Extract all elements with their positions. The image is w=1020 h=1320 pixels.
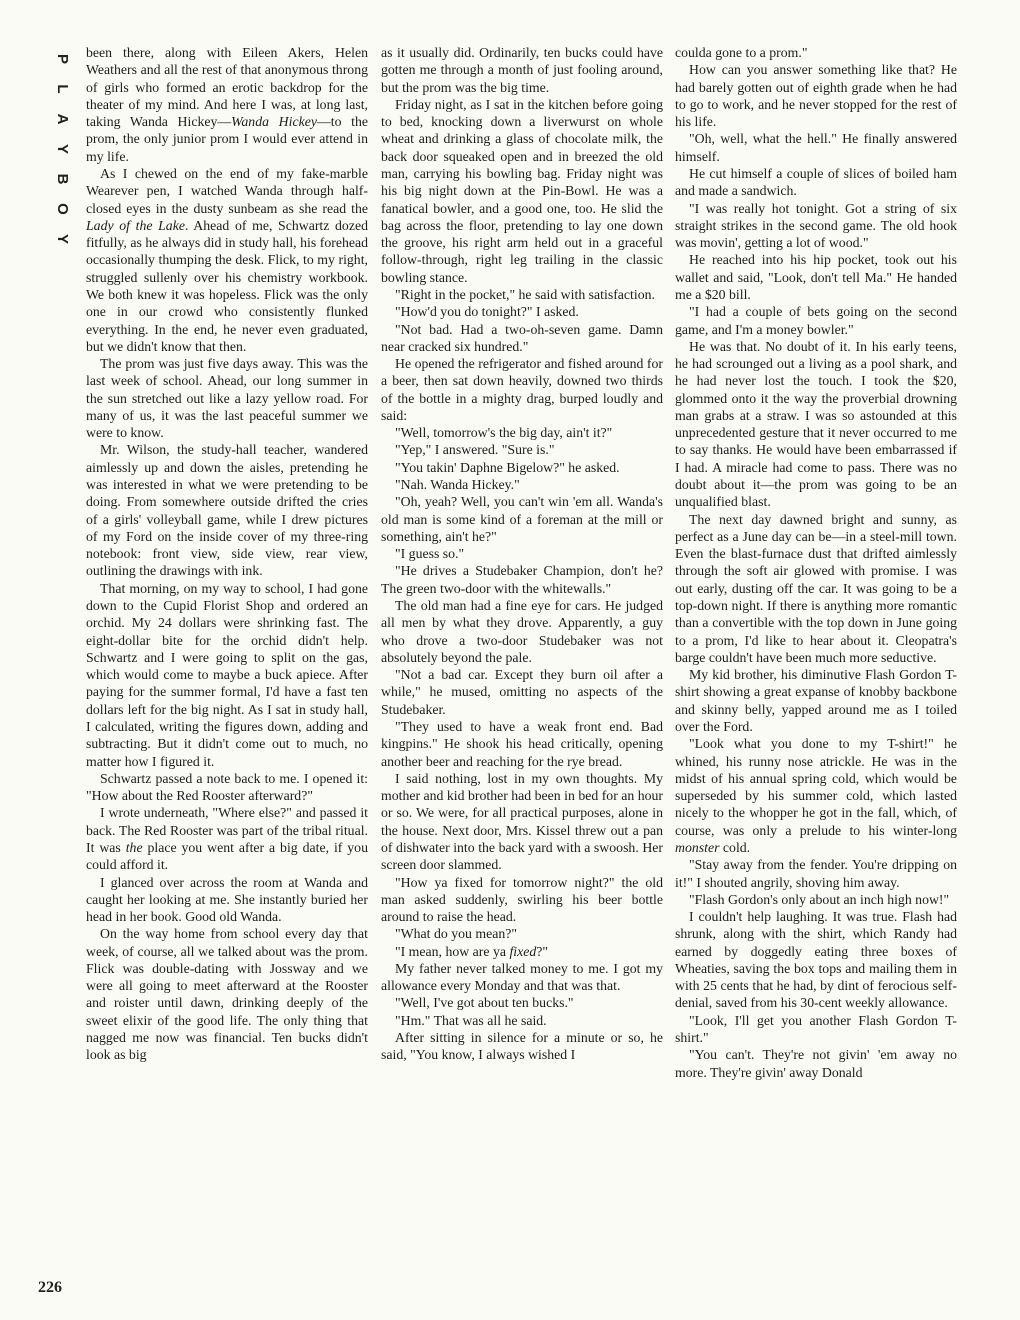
paragraph <box>86 165 368 355</box>
text-run: coulda gone to a prom." <box>675 45 808 60</box>
text-run: "I guess so." <box>395 546 465 562</box>
text-run: How can you answer something like that? He had barely gotten out of eighth grade when he had to go to work, and he never stopped for the rest of his life. <box>675 62 957 130</box>
text-run: as it usually did. Ordinarily, ten bucks could have gotten me through a month of just fooling around, but the prom was the big time. <box>381 45 663 95</box>
text-run: The next day dawned bright and sunny, as perfect as a June day can be—in a steel-mill town. Even the blast-furnace dust that drifted aimlessly through the soft air glowed with promise. I was out early, dusting off the car. It was going to be a top-down night. If there is anything more romantic than a convertible with the top down in June going to a prom, I'd like to hear about it. Cleopatra's barge couldn't have been much more seductive. <box>675 511 957 665</box>
text-run: "He drives a Studebaker Champion, don't he? The green two-door with the whitewalls." <box>381 563 663 596</box>
text-run: As I chewed on the end of my fake-marble Wearever pen, I watched Wanda through half-closed eyes in the dusty sunbeam as she read the <box>86 165 368 216</box>
paragraph <box>675 666 957 735</box>
paragraph <box>381 286 663 303</box>
paragraph <box>675 856 957 891</box>
text-run: "Look, I'll get you another Flash Gordon T-shirt." <box>675 1012 957 1046</box>
text-run: "Yep," I answered. "Sure is." <box>395 442 555 458</box>
text-run: I couldn't help laughing. It was true. Flash had shrunk, along with the shirt, which Randy had earned by doggedly eating three boxes of Wheaties, saving the box tops and mailing them in with 25 cents that he had, by dint of ferocious self-denial, saved from his 30-cent weekly allowance. <box>675 909 957 1011</box>
text-run: "What do you mean?" <box>395 926 517 942</box>
text-run: I glanced over across the room at Wanda and caught her looking at me. She instantly buried her head in her book. Good old Wanda. <box>86 874 368 925</box>
magazine-tab-letter: P <box>54 53 71 64</box>
paragraph <box>381 441 663 458</box>
text-run: cold. <box>719 839 751 855</box>
text-run: Friday night, as I sat in the kitchen before going to bed, knocking down a liverwurst on whole wheat and drinking a glass of chocolate milk, the back door squeaked open and in breezed the old man, carrying his bowling bag. Friday night was his big night down at the Pin-Bowl. He was a fanatical bowler, and a good one, too. He slid the bag across the floor, pretending to lay one down the groove, his right arm held out in a graceful follow-through, right leg trailing in the classic bowling stance. <box>381 96 663 285</box>
paragraph <box>381 476 663 493</box>
text-run: "Oh, well, what the hell." He finally answered himself. <box>675 131 957 164</box>
paragraph <box>675 1046 957 1081</box>
text-run: "You takin' Daphne Bigelow?" he asked. <box>395 459 620 475</box>
paragraph <box>381 493 663 545</box>
paragraph <box>675 908 957 1012</box>
text-run: After sitting in silence for a minute or so, he said, "You know, I always wished I <box>381 1030 663 1063</box>
text-run: "Well, I've got about ten bucks." <box>395 995 574 1011</box>
text-run: "I was really hot tonight. Got a string of six straight strikes in the second game. The old hook was movin', getting a lot of wood." <box>675 200 957 251</box>
paragraph <box>675 130 957 165</box>
text-run: "Well, tomorrow's the big day, ain't it?" <box>395 425 613 441</box>
paragraph <box>381 424 663 441</box>
magazine-name-tab <box>52 44 72 254</box>
text-run: "Oh, yeah? Well, you can't win 'em all. Wanda's old man is some kind of a foreman at the mill or something, ain't he?" <box>381 494 663 544</box>
paragraph <box>381 545 663 562</box>
paragraph <box>381 355 663 424</box>
paragraph <box>381 459 663 476</box>
paragraph <box>381 1029 663 1064</box>
text-run: "Right in the pocket," he said with satisfaction. <box>395 286 655 302</box>
text-run: "Stay away from the fender. You're dripping on it!" I shouted angrily, shoving him away. <box>675 857 957 890</box>
text-run: "Hm." That was all he said. <box>395 1012 547 1028</box>
paragraph <box>381 1012 663 1029</box>
text-run: "Nah. Wanda Hickey." <box>395 477 520 493</box>
paragraph <box>675 303 957 338</box>
magazine-tab-letter: B <box>54 173 71 185</box>
magazine-tab-letter: L <box>54 84 71 94</box>
text-run: "Look what you done to my T-shirt!" he whined, his runny nose atrickle. He was in the midst of his annual spring cold, which would be superseded by his summer cold, which lasted nicely to the whopper he got in the fall, which, of course, was only a prelude to his winter-long <box>675 736 957 838</box>
paragraph <box>381 562 663 597</box>
paragraph <box>86 441 368 579</box>
paragraph <box>86 580 368 770</box>
paragraph <box>86 804 368 873</box>
text-run: I wrote underneath, "Where else?" and passed it back. The Red Rooster was part of the tribal ritual. It was <box>86 805 368 855</box>
text-run: been there, along with Eileen Akers, Helen Weathers and all the rest of that anonymous throng of girls who formed an erotic backdrop for the theater of my mind. And here I was, at long last, taking Wanda Hickey— <box>86 45 368 130</box>
paragraph <box>381 303 663 320</box>
text-run: My kid brother, his diminutive Flash Gordon T-shirt showing a great expanse of knobby backbone and skinny belly, yapped around me as I toiled over the Ford. <box>675 667 957 734</box>
paragraph <box>675 61 957 130</box>
paragraph <box>381 960 663 995</box>
paragraph <box>381 718 663 770</box>
magazine-tab-letter: Y <box>54 233 71 244</box>
paragraph <box>381 666 663 718</box>
text-run: That morning, on my way to school, I had gone down to the Cupid Florist Shop and ordered an orchid. My 24 dollars were shrinking fast. The eight-dollar bite for the orchid didn't help. Schwartz and I were going to split on the gas, which would come to maybe a buck apiece. After paying for the summer formal, I'd have a fast ten dollars left for the big night. As I sat in study hall, I calculated, writing the figures down, adding and subtracting. But it didn't come out to much, no matter how I figured it. <box>86 580 368 769</box>
text-run: "They used to have a weak front end. Bad kingpins." He shook his head critically, opening another beer and reaching for the rye bread. <box>381 718 663 769</box>
paragraph <box>675 251 957 303</box>
text-run: . Ahead of me, Schwartz dozed fitfully, as he always did in study hall, his forehead occasionally thumping the desk. Flick, to my right, struggled sullenly over his chemistry workbook. We both knew it was hopeless. Flick was the only one in our crowd who consistently flunked everything. In the end, he never even graduated, but we didn't know that then. <box>86 217 368 354</box>
text-run: My father never talked money to me. I got my allowance every Monday and that was that. <box>381 960 663 994</box>
text-run: On the way home from school every day that week, of course, all we talked about was the prom. Flick was double-dating with Jossway and we were all going to meet afterward at the Rooster and roister until dawn, drinking deeply of the sweet elixir of the good life. The only thing that nagged me now was financial. Ten bucks didn't look as big <box>86 926 368 1063</box>
paragraph <box>86 770 368 805</box>
text-run: The old man had a fine eye for cars. He judged all men by what they drove. Apparently, a guy who drove a two-door Studebaker was not absolutely beyond the pale. <box>381 598 663 665</box>
text-run: "Not a bad car. Except they burn oil after a while," he mused, omitting no aspects of the Studebaker. <box>381 667 663 717</box>
paragraph <box>381 44 663 96</box>
paragraph <box>86 874 368 926</box>
magazine-tab-letter: A <box>54 113 71 125</box>
paragraph <box>381 96 663 286</box>
text-run: fixed <box>509 943 537 959</box>
page-number: 226 <box>38 1279 62 1296</box>
paragraph <box>675 44 957 61</box>
text-run: the <box>125 839 143 855</box>
text-run: monster <box>675 839 720 855</box>
text-run: place you went after a big date, if you could afford it. <box>86 839 368 873</box>
paragraph <box>675 200 957 252</box>
text-run: Mr. Wilson, the study-hall teacher, wandered aimlessly up and down the aisles, pretending he was interested in what we were pretending to be doing. From somewhere outside drifted the cries of a girls' volleyball game, while I drew pictures of my Ford on the inside cover of my three-ring notebook: front view, side view, rear view, outlining the drawings with ink. <box>86 442 368 579</box>
text-column-2 <box>381 44 663 1292</box>
paragraph <box>86 355 368 441</box>
text-column-1 <box>86 44 368 1292</box>
paragraph <box>381 597 663 666</box>
paragraph <box>381 770 663 874</box>
text-run: "I mean, how are ya <box>395 943 510 959</box>
text-run: "How ya fixed for tomorrow night?" the old man asked suddenly, swirling his beer bottle around to raise the head. <box>381 874 663 925</box>
text-run: He cut himself a couple of slices of boiled ham and made a sandwich. <box>675 165 957 199</box>
magazine-tab-letter: Y <box>54 143 71 154</box>
paragraph <box>381 994 663 1011</box>
text-run: I said nothing, lost in my own thoughts. My mother and kid brother had been in bed for an hour or so. We were, for all practical purposes, alone in the house. Next door, Mrs. Kissel threw out a pan of dishwater into the back yard with a swoosh. Her screen door slammed. <box>381 770 663 873</box>
text-run: He opened the refrigerator and fished around for a beer, then sat down heavily, downed two thirds of the bottle in a mighty drag, burped loudly and said: <box>381 356 663 423</box>
paragraph <box>381 925 663 942</box>
text-run: He reached into his hip pocket, took out his wallet and said, "Look, don't tell Ma." He handed me a $20 bill. <box>675 252 957 302</box>
text-run: Wanda Hickey <box>231 114 317 130</box>
paragraph <box>675 511 957 667</box>
text-run: "Flash Gordon's only about an inch high now!" <box>689 891 950 907</box>
magazine-tab-letter: O <box>54 203 71 215</box>
text-run: He was that. No doubt of it. In his early teens, he had scrounged out a living as a pool shark, and he had never lost the touch. I took the $20, glommed onto it the way the proverbial drowning man grabs at a straw. I was so astounded at this unprecedented gesture that it never occurred to me to say thanks. He would have been embarrassed if I had. A miracle had come to pass. There was no doubt about it—the prom was going to be an unqualified blast. <box>675 338 957 510</box>
text-column-3 <box>675 44 957 1292</box>
text-run: Lady of the Lake <box>86 217 185 233</box>
text-run: The prom was just five days away. This was the last week of school. Ahead, our long summer in the sun stretched out like a lazy yellow road. For many of us, it was the last peaceful summer we were to know. <box>86 356 368 441</box>
paragraph <box>381 943 663 960</box>
paragraph <box>381 874 663 926</box>
text-run: "You can't. They're not givin' 'em away no more. They're givin' away Donald <box>675 1047 957 1080</box>
paragraph <box>675 165 957 200</box>
text-run: "I had a couple of bets going on the second game, and I'm a money bowler." <box>675 304 957 337</box>
text-run: —to the prom, the only junior prom I would ever attend in my life. <box>86 114 368 164</box>
paragraph <box>86 925 368 1063</box>
paragraph <box>675 891 957 908</box>
text-run: ?" <box>536 943 549 959</box>
paragraph <box>675 338 957 511</box>
text-run: Schwartz passed a note back to me. I opened it: "How about the Red Rooster afterward?" <box>86 770 368 804</box>
paragraph <box>381 321 663 356</box>
text-run: "Not bad. Had a two-oh-seven game. Damn near cracked six hundred." <box>381 321 663 354</box>
paragraph <box>675 1012 957 1047</box>
paragraph <box>675 735 957 856</box>
text-run: "How'd you do tonight?" I asked. <box>395 304 579 320</box>
paragraph <box>86 44 368 165</box>
